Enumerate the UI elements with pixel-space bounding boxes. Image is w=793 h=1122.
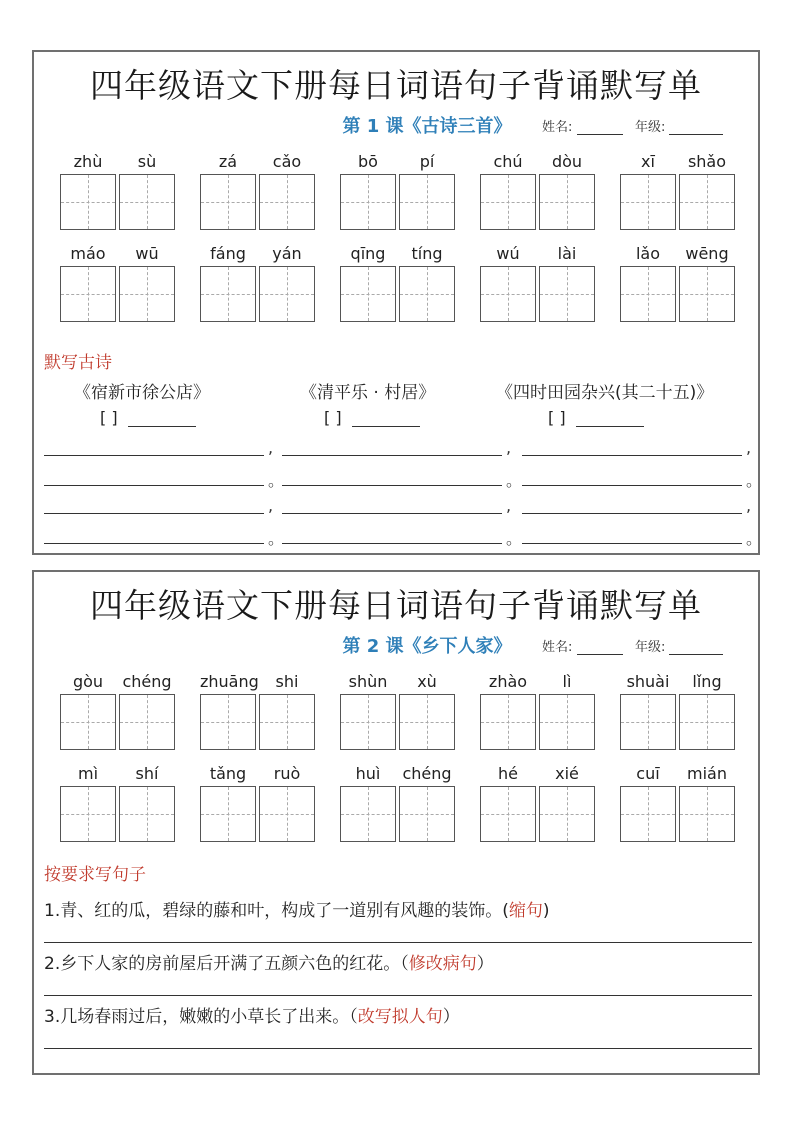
section-label: 按要求写句子 [44,865,146,885]
character-grid[interactable] [480,174,536,230]
line-punctuation: 。 [506,529,523,548]
poem-answer-line[interactable] [282,432,502,456]
pinyin-label: huì [355,764,381,783]
line-punctuation: 。 [506,471,523,490]
character-grid[interactable] [340,174,396,230]
poem-answer-line[interactable] [44,462,264,486]
character-grid[interactable] [539,694,595,750]
line-punctuation: , [268,496,274,515]
pinyin-label: cǎo [272,152,302,171]
character-grid[interactable] [620,694,676,750]
name-grade-fields[interactable]: 姓名: 年级: [542,116,723,135]
character-grid[interactable] [259,786,315,842]
character-grid[interactable] [119,694,175,750]
poem-answer-line[interactable] [44,490,264,514]
word-group [340,244,458,334]
character-grid[interactable] [620,174,676,230]
line-punctuation: 。 [268,471,285,490]
word-group [480,152,598,242]
pinyin-label: cuī [636,764,660,783]
pinyin-label: lài [557,244,577,263]
poem-answer-line[interactable] [522,520,742,544]
pinyin-label: zá [218,152,238,171]
pinyin-label: xù [417,672,437,691]
pinyin-label: chéng [402,764,452,783]
answer-line-2[interactable] [44,995,752,996]
character-grid[interactable] [679,174,735,230]
sheet-title: 四年级语文下册每日词语句子背诵默写单 [90,586,702,625]
character-grid[interactable] [119,174,175,230]
poem-answer-line[interactable] [44,432,264,456]
pinyin-label: gòu [72,672,104,691]
poem-answer-line[interactable] [44,520,264,544]
character-grid[interactable] [60,694,116,750]
line-punctuation: 。 [746,529,763,548]
character-grid[interactable] [259,174,315,230]
worksheet-lesson-1 [32,50,763,555]
pinyin-label: fáng [210,244,246,263]
character-grid[interactable] [399,786,455,842]
word-group [200,152,318,242]
poem-answer-line[interactable] [522,462,742,486]
lesson-heading: 第 2 课《乡下人家》 [342,636,512,657]
word-group [60,152,178,242]
poem-answer-line[interactable] [282,462,502,486]
character-grid[interactable] [259,694,315,750]
character-grid[interactable] [119,266,175,322]
pinyin-label: yán [272,244,302,263]
pinyin-label: shi [275,672,299,691]
line-punctuation: , [746,496,752,515]
word-row-1 [60,152,760,242]
character-grid[interactable] [340,266,396,322]
character-grid[interactable] [200,694,256,750]
poem-author-3[interactable]: [ ] [548,408,644,427]
character-grid[interactable] [539,266,595,322]
poem-answer-line[interactable] [282,490,502,514]
pinyin-label: hé [498,764,518,783]
poem-author-2[interactable]: [ ] [324,408,420,427]
word-group [620,152,738,242]
word-group [200,764,318,854]
pinyin-label: máo [70,244,106,263]
poem-author-1[interactable]: [ ] [100,408,196,427]
word-group [620,672,738,762]
word-group [480,672,598,762]
word-row-2 [60,244,760,334]
character-grid[interactable] [200,266,256,322]
word-group [480,764,598,854]
sentence-task-2: 2.乡下人家的房前屋后开满了五颜六色的红花。（修改病句） [44,954,494,974]
line-punctuation: , [268,438,274,457]
word-row-2 [60,764,760,854]
pinyin-label: zhù [73,152,103,171]
pinyin-label: shǎo [687,152,727,171]
lesson-heading: 第 1 课《古诗三首》 [342,116,512,137]
character-grid[interactable] [399,174,455,230]
pinyin-label: shí [135,764,159,783]
poem-answer-line[interactable] [282,520,502,544]
character-grid[interactable] [480,694,536,750]
word-group [60,672,178,762]
line-punctuation: 。 [268,529,285,548]
answer-line-3[interactable] [44,1048,752,1049]
character-grid[interactable] [60,174,116,230]
character-grid[interactable] [119,786,175,842]
sentence-task-3: 3.几场春雨过后，嫩嫩的小草长了出来。（改写拟人句） [44,1007,460,1027]
pinyin-label: sù [137,152,157,171]
word-group [620,764,738,854]
pinyin-label: tǎng [209,764,247,783]
pinyin-label: wēng [685,244,729,263]
character-grid[interactable] [679,786,735,842]
pinyin-label: lì [562,672,572,691]
character-grid[interactable] [480,266,536,322]
character-grid[interactable] [679,694,735,750]
pinyin-label: ruò [273,764,301,783]
poem-title-1: 《宿新市徐公店》 [74,383,210,403]
word-group [60,764,178,854]
answer-line-1[interactable] [44,942,752,943]
character-grid[interactable] [60,786,116,842]
word-group [340,764,458,854]
pinyin-label: lǎo [635,244,661,263]
word-group [200,672,318,762]
pinyin-label: shùn [348,672,388,691]
pinyin-label: lǐng [692,672,722,691]
character-grid[interactable] [620,786,676,842]
pinyin-label: zhào [488,672,528,691]
pinyin-label: qīng [350,244,386,263]
pinyin-label: mián [687,764,727,783]
character-grid[interactable] [399,694,455,750]
word-group [340,672,458,762]
pinyin-label: wū [135,244,159,263]
worksheet-lesson-2 [32,570,760,1075]
word-group [340,152,458,242]
sentence-task-1: 1.青、红的瓜，碧绿的藤和叶，构成了一道别有风趣的装饰。(缩句) [44,901,550,921]
section-label: 默写古诗 [44,353,112,373]
pinyin-label: wú [496,244,520,263]
line-punctuation: , [506,438,512,457]
line-punctuation: , [506,496,512,515]
pinyin-label: tíng [411,244,443,263]
character-grid[interactable] [340,694,396,750]
pinyin-label: xié [555,764,579,783]
sheet-title: 四年级语文下册每日词语句子背诵默写单 [90,66,702,105]
pinyin-label: chú [493,152,523,171]
character-grid[interactable] [340,786,396,842]
poem-answer-line[interactable] [522,490,742,514]
pinyin-label: shuài [626,672,670,691]
pinyin-label: bō [358,152,378,171]
character-grid[interactable] [620,266,676,322]
poem-title-2: 《清平乐 · 村居》 [300,383,436,403]
character-grid[interactable] [679,266,735,322]
character-grid[interactable] [200,174,256,230]
character-grid[interactable] [539,786,595,842]
pinyin-label: xī [641,152,655,171]
character-grid[interactable] [399,266,455,322]
pinyin-label: zhuāng [200,672,259,691]
line-punctuation: 。 [746,471,763,490]
pinyin-label: dòu [551,152,583,171]
poem-title-3: 《四时田园杂兴(其二十五)》 [496,383,714,403]
word-group [480,244,598,334]
character-grid[interactable] [200,786,256,842]
character-grid[interactable] [480,786,536,842]
pinyin-label: chéng [122,672,172,691]
word-group [60,244,178,334]
line-punctuation: , [746,438,752,457]
poem-answer-line[interactable] [522,432,742,456]
pinyin-label: pí [419,152,435,171]
word-group [620,244,738,334]
character-grid[interactable] [60,266,116,322]
word-group [200,244,318,334]
character-grid[interactable] [539,174,595,230]
name-grade-fields[interactable]: 姓名: 年级: [542,636,723,655]
character-grid[interactable] [259,266,315,322]
word-row-1 [60,672,760,762]
pinyin-label: mì [77,764,99,783]
